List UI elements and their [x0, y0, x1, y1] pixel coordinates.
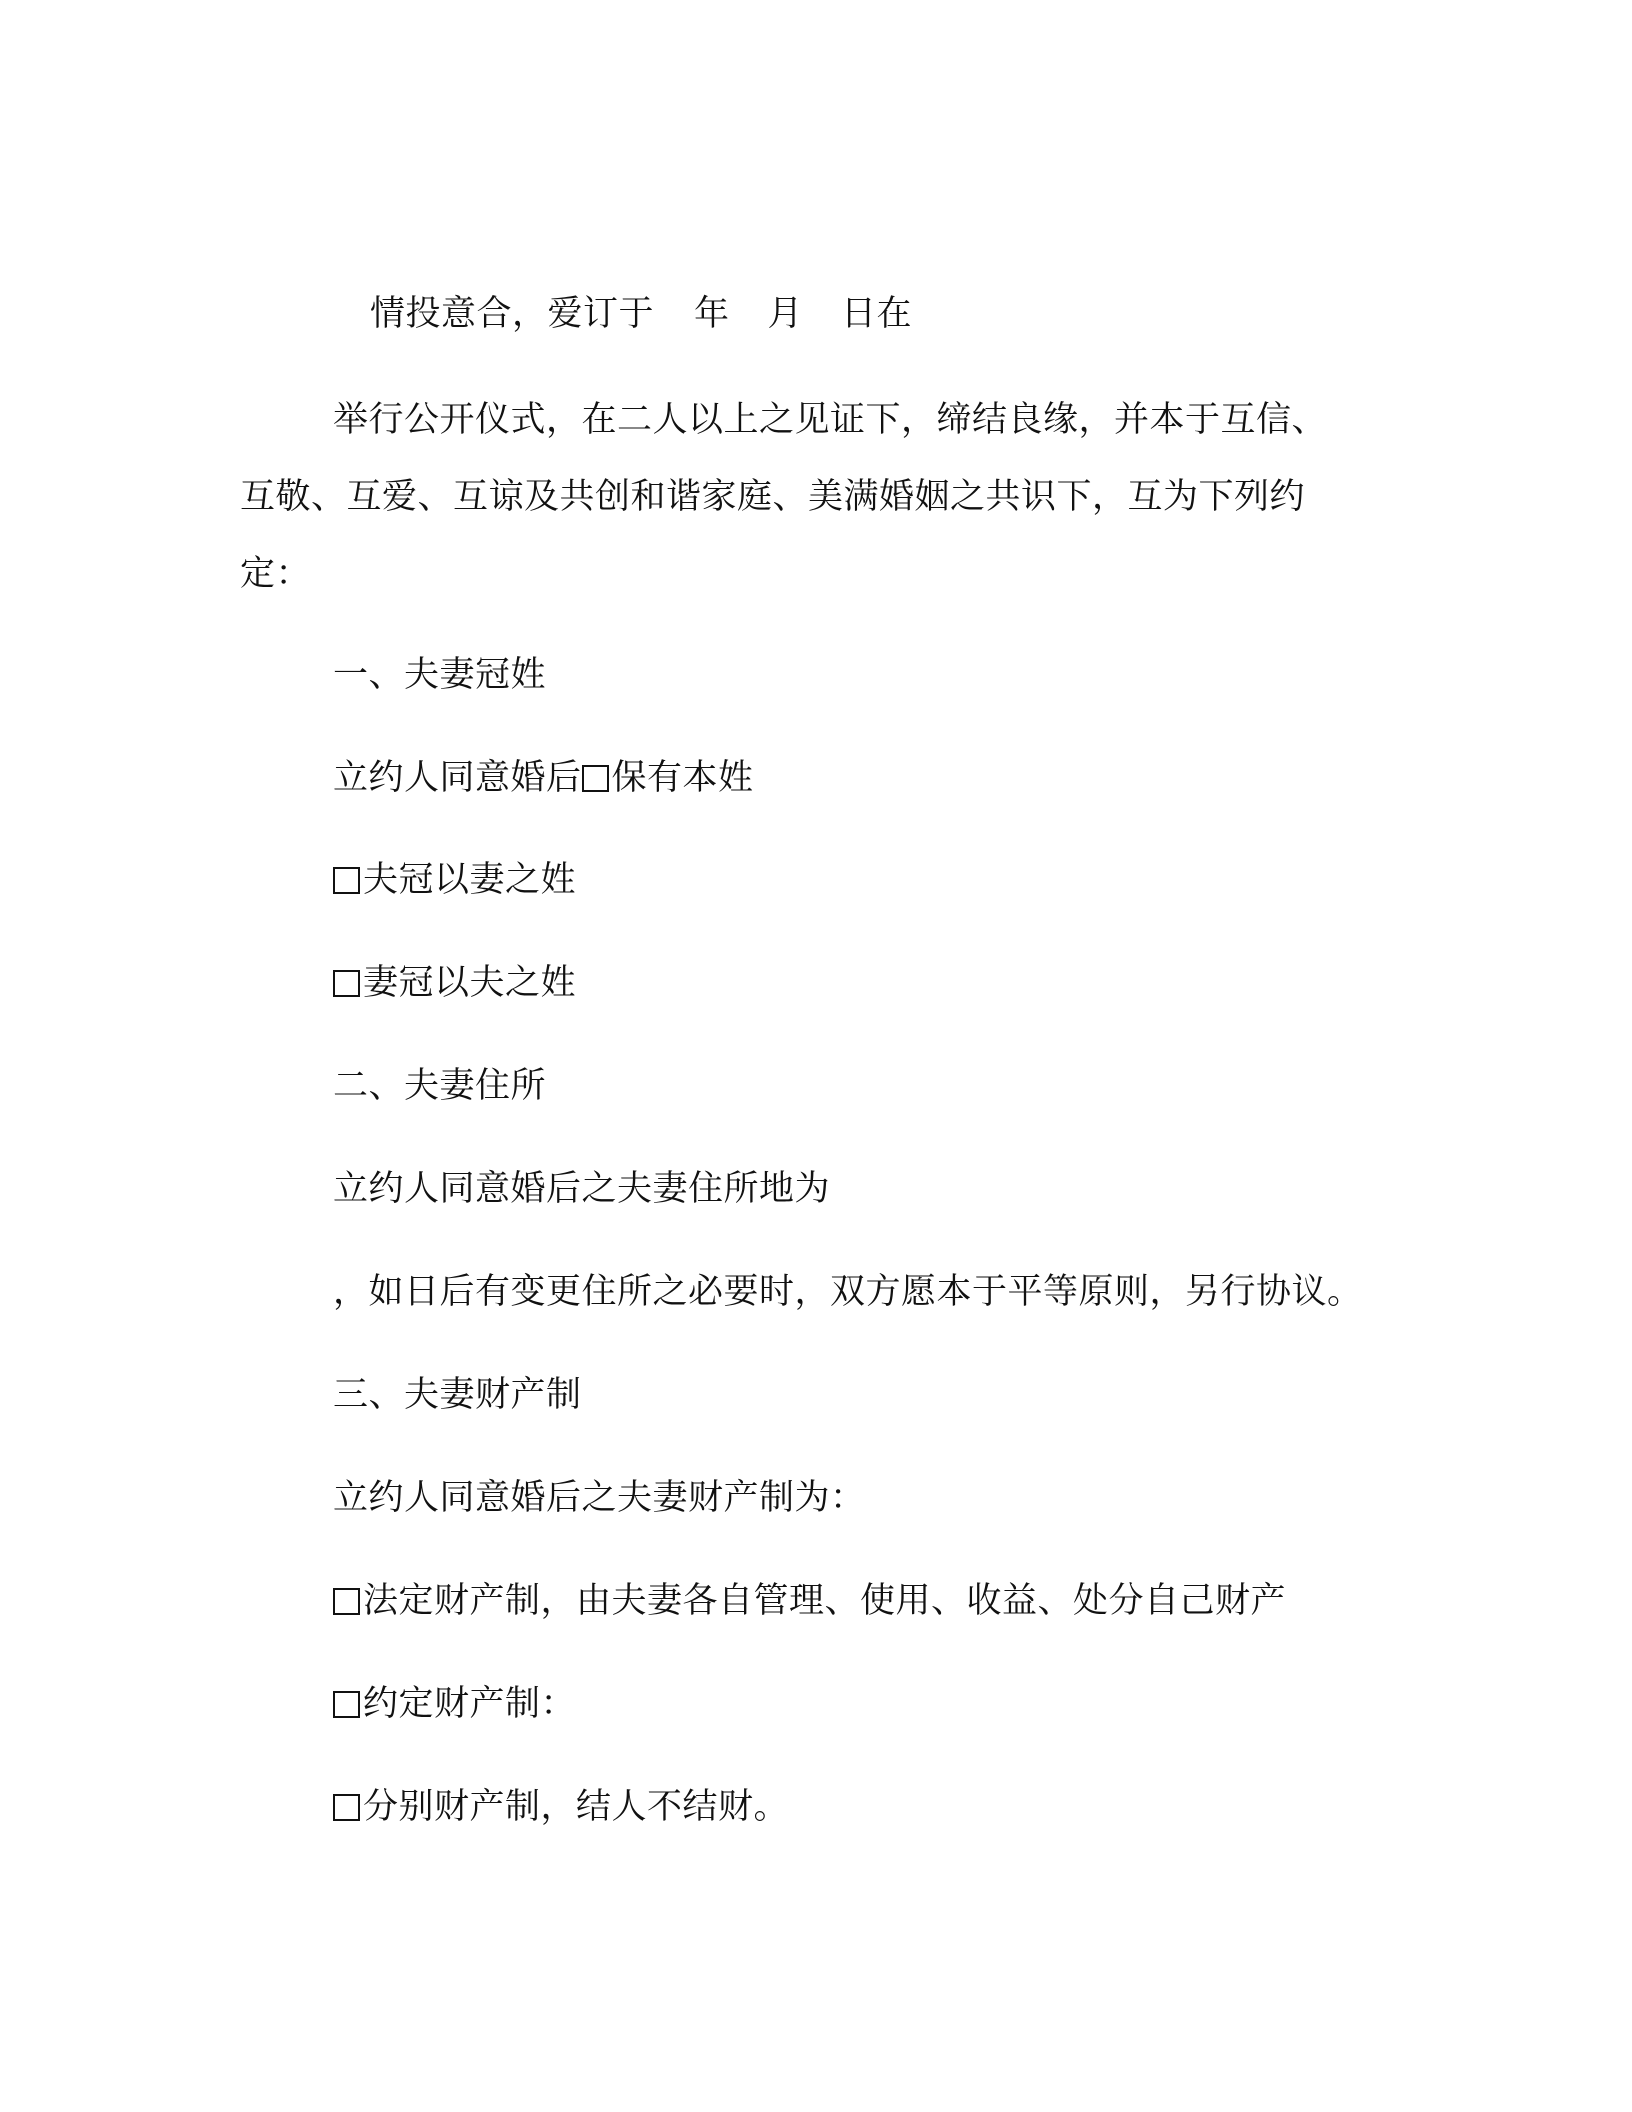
intro-line [370, 292, 912, 336]
section3-option3-line [333, 1785, 789, 1829]
checkbox[interactable] [333, 1794, 360, 1821]
section1-heading: 一、夫妻冠姓 [333, 655, 547, 695]
section3-option2-line [333, 1682, 576, 1726]
section1-line1-prefix: 立约人同意婚后 [333, 758, 582, 798]
checkbox[interactable] [582, 765, 609, 792]
section1-option3-line [333, 961, 576, 1005]
section3-line1: 立约人同意婚后之夫妻财产制为： [333, 1478, 866, 1518]
section2-line1: 立约人同意婚后之夫妻住所地为 [333, 1169, 831, 1209]
paragraph-line-1: 举行公开仪式，在二人以上之见证下，缔结良缘，并本于互信、 [333, 400, 1328, 440]
checkbox[interactable] [333, 970, 360, 997]
intro-year: 年 [694, 294, 730, 334]
checkbox[interactable] [333, 1691, 360, 1718]
section3-option2: 约定财产制： [363, 1684, 577, 1724]
section1-option3: 妻冠以夫之姓 [363, 963, 577, 1003]
intro-text: 情投意合，爱订于 [370, 294, 655, 334]
section3-option1: 法定财产制，由夫妻各自管理、使用、收益、处分自己财产 [363, 1581, 1287, 1621]
section3-heading: 三、夫妻财产制 [333, 1375, 582, 1415]
section1-line1 [333, 756, 754, 800]
paragraph-line-2: 互敬、互爱、互谅及共创和谐家庭、美满婚姻之共识下，互为下列约 [240, 477, 1306, 517]
intro-day: 日在 [841, 294, 913, 334]
checkbox[interactable] [333, 867, 360, 894]
section3-option1-line [333, 1579, 1286, 1623]
section3-option3: 分别财产制，结人不结财。 [363, 1787, 790, 1827]
paragraph-line-3: 定： [240, 554, 312, 594]
section1-option1: 保有本姓 [611, 758, 754, 798]
section2-line2: ，如日后有变更住所之必要时，双方愿本于平等原则，另行协议。 [333, 1272, 1363, 1312]
checkbox[interactable] [333, 1588, 360, 1615]
section1-option2: 夫冠以妻之姓 [363, 860, 577, 900]
section1-option2-line [333, 858, 576, 902]
section2-heading: 二、夫妻住所 [333, 1066, 547, 1106]
intro-month: 月 [767, 294, 804, 334]
